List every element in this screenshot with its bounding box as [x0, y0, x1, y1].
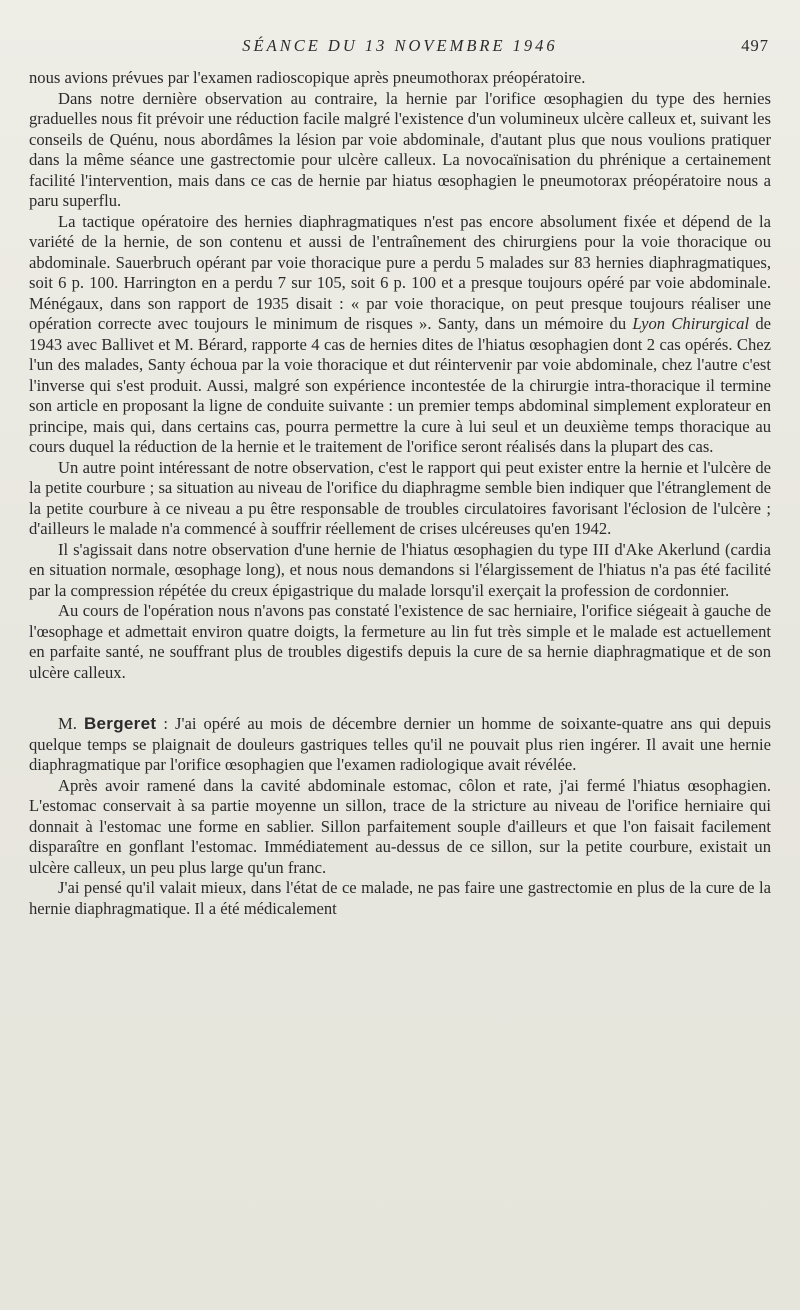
paragraph: [29, 212, 771, 458]
paragraph-text: Après avoir ramené dans la cavité abdominale estomac, côlon et rate, j'ai fermé l'hiatus œsophagien. L'estomac conservait à sa partie moyenne un sillon, trace de la stricture au niveau de l'orifice herniaire qui donnait à l'estomac une forme en sablier. Sillon parfaitement souple d'ailleurs et que l'on faisait facilement disparaître en gonflant l'estomac. Immédiatement au-dessus de ce sillon, sur la petite courbure, existait un ulcère calleux, un peu plus large qu'un franc.: [29, 775, 771, 877]
paragraph-text: Dans notre dernière observation au contraire, la hernie par l'orifice œsophagien du type des hernies graduelles nous fit prévoir une réduction facile malgré l'existence d'un volumineux ulcère calleux et, suivant les conseils de Quénu, nous abordâmes la lésion par voie abdominale, d'autant plus que nous voulions pratiquer dans la même séance une gastrectomie pour ulcère calleux. La novocaïnisation du phrénique a certainement facilité l'intervention, mais dans ce cas de hernie par hiatus œsophagien le pneumotorax préopératoire nous a paru superflu.: [29, 88, 771, 210]
paragraph-text: J'ai pensé qu'il valait mieux, dans l'état de ce malade, ne pas faire une gastrectomie en plus de la cure de la hernie diaphragmatique. Il a été médicalement: [29, 878, 771, 918]
paragraph-text: La tactique opératoire des hernies diaphragmatiques n'est pas encore absolument fixée et dépend de la variété de la hernie, de son contenu et aussi de l'entraînement des chirurgiens pour la voie thoracique ou abdominale. Sauerbruch opérant par voie thoracique pure a perdu 5 malades sur 83 hernies diaphragmatiques, soit 6 p. 100. Harrington en a perdu 7 sur 105, soit 6 p. 100 et a presque toujours opéré par voie abdominale. Ménégaux, dans son rapport de 1935 disait : « par voie thoracique, on peut presque toujours réaliser une opération correcte avec toujours le minimum de risques ». Santy, dans un mémoire du: [29, 211, 771, 333]
paragraph-text: Un autre point intéressant de notre observation, c'est le rapport qui peut exister entre la hernie et l'ulcère de la petite courbure ; sa situation au niveau de l'orifice du diaphragme semble bien indiquer que l'étranglement de la petite courbure à ce niveau a pu être responsable de troubles circulatoires favorisant l'éclosion de l'ulcère ; d'ailleurs le malade n'a commencé à souffrir réellement de crises ulcéreuses qu'en 1942.: [29, 457, 771, 538]
paragraph: [29, 540, 771, 602]
paragraph: [29, 68, 771, 89]
paragraph: [29, 89, 771, 212]
paragraph: [29, 776, 771, 879]
page-number: 497: [741, 36, 769, 55]
paragraph: [29, 878, 771, 919]
paragraph: [29, 458, 771, 540]
paragraph-text: : J'ai opéré au mois de décembre dernier un homme de soixante-quatre ans qui depuis quelque temps se plaignait de douleurs gastriques telles qu'il ne pouvait plus rien ingérer. Il avait une hernie diaphragmatique par l'orifice œsophagien que l'examen radiologique avait révélée.: [29, 714, 772, 774]
paragraph: [29, 601, 771, 683]
speaker-prefix: M.: [58, 714, 84, 733]
journal-title: Lyon Chirurgical: [632, 314, 750, 333]
paragraph-text: Au cours de l'opération nous n'avons pas constaté l'existence de sac herniaire, l'orifice siégeait à gauche de l'œsophage et admettait environ quatre doigts, la fermeture au lin fut très simple et le malade est actuellement en parfaite santé, ne souffrant plus de troubles digestifs depuis la cure de sa hernie diaphragmatique et de son ulcère calleux.: [29, 601, 771, 682]
paragraph-text: Il s'agissait dans notre observation d'une hernie de l'hiatus œsophagien du type III d'Ake Akerlund (cardia en situation normale, œsophage long), et nous nous demandons si l'élargissement de l'hiatus n'a pas été facilité par la compression répétée du creux épigastrique du malade lorsqu'il exerçait la profession de cordonnier.: [29, 539, 771, 600]
paragraph-text: de 1943 avec Ballivet et M. Bérard, rapporte 4 cas de hernies dites de l'hiatus œsophagien dont 2 cas opérés. Chez l'un des malades, Santy échoua par la voie thoracique et dut réintervenir par voie abdominale, chez l'autre c'est l'inverse qui s'est produit. Aussi, malgré son expérience incontestée de la chirurgie intra-thoracique il termine son article en proposant la ligne de conduite suivante : un premier temps abdominal simplement explorateur en principe, mais qui, dans certains cas, pourra permettre la cure à lui seul et un deuxième temps thoracique au cours duquel la réduction de la hernie et le traitement de l'orifice seront réalisés dans la plupart des cas.: [29, 314, 772, 456]
running-header: [29, 36, 771, 56]
paragraph: [29, 714, 771, 776]
document-body: [29, 68, 771, 919]
speaker-name: Bergeret: [83, 714, 157, 733]
header-title: SÉANCE DU 13 NOVEMBRE 1946: [242, 36, 558, 55]
paragraph-text: nous avions prévues par l'examen radioscopique après pneumothorax préopératoire.: [29, 68, 586, 87]
